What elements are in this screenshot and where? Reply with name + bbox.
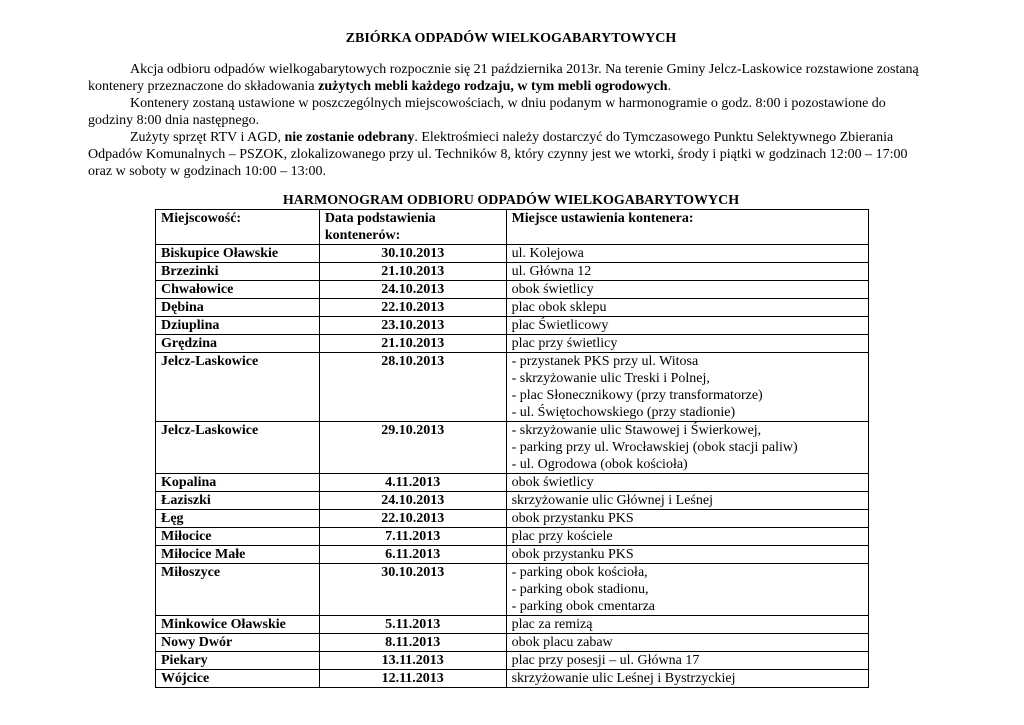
cell-location: Brzezinki — [156, 263, 320, 281]
cell-location: Chwałowice — [156, 281, 320, 299]
cell-place — [506, 263, 868, 281]
place-line: - parking obok kościoła, — [511, 565, 648, 580]
cell-location: Nowy Dwór — [156, 634, 320, 652]
cell-place — [506, 528, 868, 546]
place-line: obok przystanku PKS — [511, 511, 634, 526]
cell-location: Jelcz-Laskowice — [156, 353, 320, 422]
place-line: ul. Kolejowa — [511, 246, 584, 261]
cell-place — [506, 335, 868, 353]
cell-place — [506, 245, 868, 263]
table-row — [156, 263, 869, 281]
cell-date: 13.11.2013 — [319, 652, 506, 670]
header-date: Data podstawienia kontenerów: — [319, 210, 506, 245]
place-line: plac przy posesji – ul. Główna 17 — [511, 653, 700, 668]
cell-place — [506, 510, 868, 528]
cell-location: Dziuplina — [156, 317, 320, 335]
place-line: - ul. Świętochowskiego (przy stadionie) — [511, 405, 736, 420]
cell-place — [506, 317, 868, 335]
cell-location: Jelcz-Laskowice — [156, 422, 320, 474]
paragraph-1-text-b: . — [667, 79, 672, 94]
table-row — [156, 353, 869, 422]
table-row — [156, 564, 869, 616]
cell-date: 21.10.2013 — [319, 263, 506, 281]
place-line: plac za remizą — [511, 617, 593, 632]
cell-location: Minkowice Oławskie — [156, 616, 320, 634]
paragraph-1-text-a: Akcja odbioru odpadów wielkogabarytowych rozpocznie się 21 października 2013r. Na terenie Gminy Jelcz-Laskowice rozstawione zostaną kontenery przeznaczone do składowania — [88, 62, 919, 94]
cell-location: Wójcice — [156, 670, 320, 688]
cell-place — [506, 422, 868, 474]
place-line: skrzyżowanie ulic Głównej i Leśnej — [511, 493, 713, 508]
cell-date: 24.10.2013 — [319, 492, 506, 510]
cell-date: 28.10.2013 — [319, 353, 506, 422]
paragraph-1 — [88, 61, 934, 95]
cell-date: 30.10.2013 — [319, 564, 506, 616]
place-line: plac Świetlicowy — [511, 318, 609, 333]
table-header-row — [156, 210, 869, 245]
table-row — [156, 281, 869, 299]
cell-place — [506, 492, 868, 510]
paragraph-3 — [88, 129, 934, 180]
place-line: obok świetlicy — [511, 282, 594, 297]
place-line: - parking obok stadionu, — [511, 582, 649, 597]
table-row — [156, 616, 869, 634]
cell-date: 8.11.2013 — [319, 634, 506, 652]
cell-location: Miłoszyce — [156, 564, 320, 616]
cell-location: Piekary — [156, 652, 320, 670]
cell-place — [506, 546, 868, 564]
place-line: skrzyżowanie ulic Leśnej i Bystrzyckiej — [511, 671, 736, 686]
place-line: - przystanek PKS przy ul. Witosa — [511, 354, 699, 369]
cell-date: 6.11.2013 — [319, 546, 506, 564]
cell-location: Łęg — [156, 510, 320, 528]
place-line: - skrzyżowanie ulic Stawowej i Świerkowej, — [511, 423, 762, 438]
cell-date: 4.11.2013 — [319, 474, 506, 492]
place-line: - parking obok cmentarza — [511, 599, 656, 614]
cell-date: 24.10.2013 — [319, 281, 506, 299]
place-line: obok placu zabaw — [511, 635, 613, 650]
paragraph-2-text: Kontenery zostaną ustawione w poszczególnych miejscowościach, w dniu podanym w harmonogramie o godz. 8:00 i pozostawione do godziny 8:00 dnia następnego. — [88, 96, 886, 128]
cell-date: 22.10.2013 — [319, 299, 506, 317]
paragraph-3-bold: nie zostanie odebrany — [284, 130, 415, 145]
table-row — [156, 317, 869, 335]
cell-date: 5.11.2013 — [319, 616, 506, 634]
place-line: plac przy świetlicy — [511, 336, 618, 351]
table-row — [156, 652, 869, 670]
paragraph-3-text-a: Zużyty sprzęt RTV i AGD, — [130, 130, 285, 145]
schedule-title: HARMONOGRAM ODBIORU ODPADÓW WIELKOGABARYTOWYCH — [282, 193, 740, 208]
paragraph-3-text-b: . Elektrośmieci należy dostarczyć do Tymczasowego Punktu Selektywnego Zbierania Odpadów Komunalnych – PSZOK, zlokalizowanego przy ul. Techników 8, który czynny jest we wtorki, środy i piątki w godzinach 12:00 – 17:00 oraz w soboty w godzinach 10:00 – 13:00. — [88, 130, 908, 179]
cell-place — [506, 634, 868, 652]
cell-location: Grędzina — [156, 335, 320, 353]
cell-place — [506, 652, 868, 670]
cell-place — [506, 353, 868, 422]
table-row — [156, 528, 869, 546]
cell-place — [506, 281, 868, 299]
document-page — [88, 30, 934, 209]
table-row — [156, 546, 869, 564]
place-line: - parking przy ul. Wrocławskiej (obok stacji paliw) — [511, 440, 798, 455]
table-row — [156, 474, 869, 492]
cell-date: 7.11.2013 — [319, 528, 506, 546]
cell-date: 21.10.2013 — [319, 335, 506, 353]
header-place: Miejsce ustawienia kontenera: — [506, 210, 868, 245]
cell-location: Biskupice Oławskie — [156, 245, 320, 263]
table-row — [156, 634, 869, 652]
cell-location: Kopalina — [156, 474, 320, 492]
schedule-table — [155, 209, 869, 688]
header-location: Miejscowość: — [156, 210, 320, 245]
cell-place — [506, 616, 868, 634]
schedule-body — [156, 245, 869, 688]
place-line: obok świetlicy — [511, 475, 594, 490]
place-line: - ul. Ogrodowa (obok kościoła) — [511, 457, 688, 472]
place-line: - plac Słonecznikowy (przy transformatorze) — [511, 388, 763, 403]
cell-date: 23.10.2013 — [319, 317, 506, 335]
cell-place — [506, 670, 868, 688]
table-row — [156, 492, 869, 510]
cell-location: Miłocice — [156, 528, 320, 546]
table-row — [156, 510, 869, 528]
cell-place — [506, 474, 868, 492]
table-row — [156, 422, 869, 474]
cell-date: 29.10.2013 — [319, 422, 506, 474]
cell-date: 12.11.2013 — [319, 670, 506, 688]
table-row — [156, 670, 869, 688]
cell-date: 22.10.2013 — [319, 510, 506, 528]
table-row — [156, 299, 869, 317]
place-line: - skrzyżowanie ulic Treski i Polnej, — [511, 371, 710, 386]
place-line: obok przystanku PKS — [511, 547, 634, 562]
table-row — [156, 335, 869, 353]
paragraph-1-bold: zużytych mebli każdego rodzaju, w tym mebli ogrodowych — [318, 79, 668, 94]
cell-place — [506, 564, 868, 616]
cell-location: Miłocice Małe — [156, 546, 320, 564]
place-line: plac przy kościele — [511, 529, 613, 544]
cell-place — [506, 299, 868, 317]
place-line: plac obok sklepu — [511, 300, 607, 315]
cell-location: Dębina — [156, 299, 320, 317]
cell-location: Łaziszki — [156, 492, 320, 510]
table-row — [156, 245, 869, 263]
paragraph-2 — [88, 95, 934, 129]
cell-date: 30.10.2013 — [319, 245, 506, 263]
place-line: ul. Główna 12 — [511, 264, 592, 279]
document-title: ZBIÓRKA ODPADÓW WIELKOGABARYTOWYCH — [345, 31, 677, 46]
